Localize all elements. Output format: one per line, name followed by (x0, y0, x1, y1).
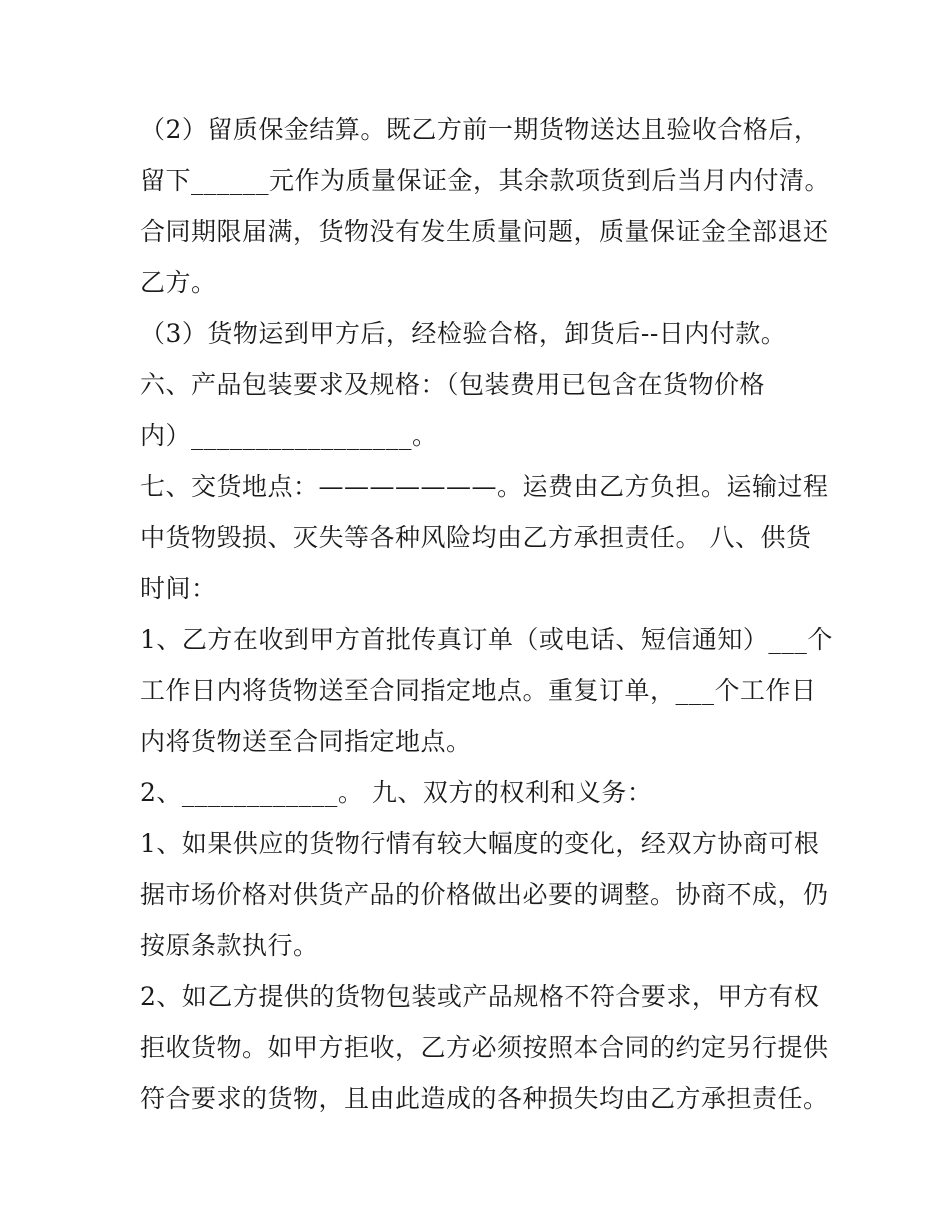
text-line: 拒收货物。如甲方拒收，乙方必须按照本合同的约定另行提供 (140, 1033, 829, 1062)
text-line: 留下______元作为质量保证金，其余款项货到后当月内付清。 (140, 166, 831, 195)
text-line: 内）_________________。 (140, 421, 438, 450)
text-line: 中货物毁损、灭失等各种风险均由乙方承担责任。 八、供货 (140, 523, 812, 552)
text-line: （2）留质保金结算。既乙方前一期货物送达且验收合格后， (140, 115, 820, 144)
text-line: 符合要求的货物，且由此造成的各种损失均由乙方承担责任。 (140, 1084, 829, 1113)
text-line: 2、____________。 九、双方的权利和义务： (140, 778, 653, 807)
text-line: 七、交货地点：———————。运费由乙方负担。运输过程 (140, 472, 829, 501)
text-line: 时间： (140, 574, 217, 603)
text-line: 内将货物送至合同指定地点。 (140, 727, 472, 756)
text-line: 按原条款执行。 (140, 931, 319, 960)
text-line: 2、如乙方提供的货物包装或产品规格不符合要求，甲方有权 (140, 982, 820, 1011)
text-line: 据市场价格对供货产品的价格做出必要的调整。协商不成，仍 (140, 880, 829, 909)
text-line: （3）货物运到甲方后，经检验合格，卸货后--日内付款。 (140, 319, 787, 348)
text-line: 1、如果供应的货物行情有较大幅度的变化，经双方协商可根 (140, 829, 820, 858)
text-line: 1、乙方在收到甲方首批传真订单（或电话、短信通知）___个 (140, 625, 833, 654)
text-line: 合同期限届满，货物没有发生质量问题，质量保证金全部退还 (140, 217, 829, 246)
text-line: 六、产品包装要求及规格：（包装费用已包含在货物价格 (140, 370, 766, 399)
text-line: 乙方。 (140, 268, 217, 297)
text-line: 工作日内将货物送至合同指定地点。重复订单，___个工作日 (140, 676, 817, 705)
